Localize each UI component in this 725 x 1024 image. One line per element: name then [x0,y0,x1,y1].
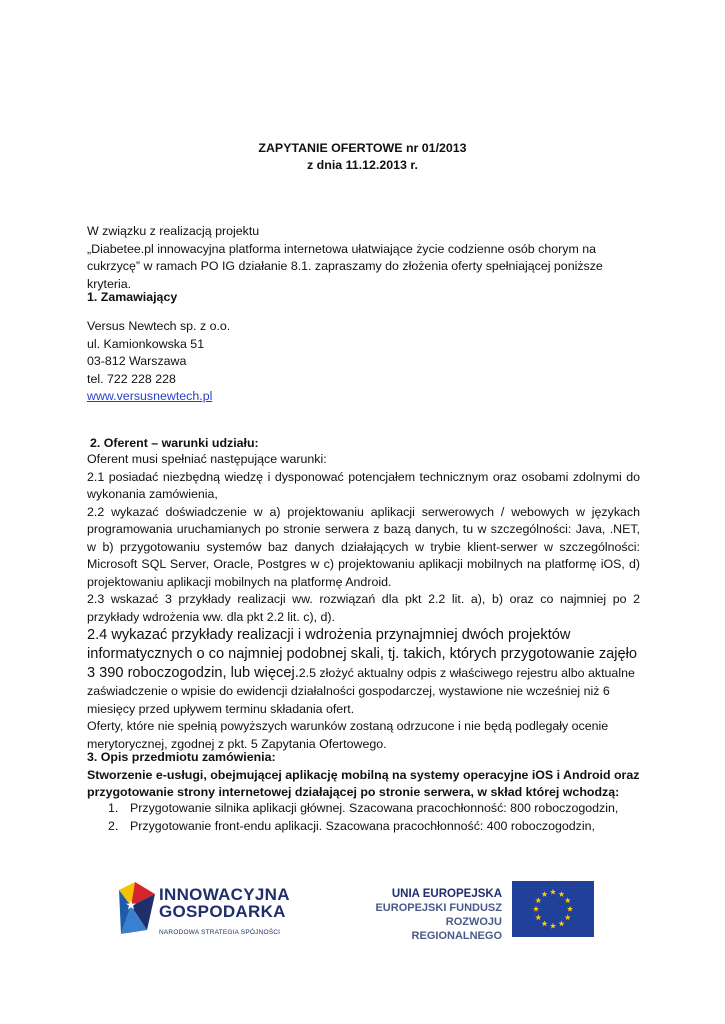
condition-2-2: 2.2 wykazać doświadczenie w a) projektowaniu aplikacji serwerowych / webowych w językach programowania uruchamianych po stronie serwera z bazą danych, tu w szczególności: Java, .NET, w b) przygotowaniu systemów baz danych działających w trybie klient-serwer w szczególności: Microsoft SQL Server, Oracle, Postgres w c) projektowaniu aplikacji mobilnych na platformę iOS, d) projektowaniu aplikacji mobilnych na platformę Android. [87,504,640,589]
condition-2-4-and-2-5 [87,626,640,718]
phone-number: tel. 722 228 228 [87,371,176,386]
section-1-heading: 1. Zamawiający [87,290,178,304]
deliverables-list [108,800,638,835]
condition-2-4: 2.4 wykazać przykłady realizacji i wdrożenia przynajmniej dwóch projektów informatycznych o co najmniej podobnej skali, tj. takich, których przygotowanie zajęło 3 390 roboczogodzin, lub więcej. [87,627,637,681]
intro-line-2: „Diabetee.pl innowacyjna platforma internetowa ułatwiające życie codzienne osób chorym na cukrzycę” w ramach PO IG działanie 8.1. zapraszamy do złożenia oferty spełniającej poniższe kryteria. [87,241,603,291]
ig-line-2: GOSPODARKA [159,902,286,921]
title-line-1: ZAPYTANIE OFERTOWE nr 01/2013 [258,141,467,155]
eu-fund-text [362,887,502,943]
section-2-heading: 2. Oferent – warunki udziału: [90,436,259,450]
ig-emblem-icon [117,880,157,938]
ig-line-1: INNOWACYJNA [159,885,290,904]
condition-2-3: 2.3 wskazać 3 przykłady realizacji ww. rozwiązań dla pkt 2.2 lit. a), b) oraz co najmniej po 2 przykłady wdrożenia ww. dla pkt 2.2 lit. c), d). [87,592,640,624]
document-title [0,140,725,174]
ig-wordmark [159,886,290,920]
section-3-heading: 3. Opis przedmiotu zamówienia: [87,750,276,764]
innowacyjna-gospodarka-logo [117,880,297,940]
intro-paragraph [87,223,640,293]
intro-line-1: W związku z realizacją projektu [87,224,260,238]
website-link[interactable]: www.versusnewtech.pl [87,389,213,403]
eu-line-2: EUROPEJSKI FUNDUSZ [375,902,502,914]
address-block [87,318,640,406]
title-line-2: z dnia 11.12.2013 r. [307,158,418,172]
list-item [108,800,638,818]
rejection-note: Oferty, które nie spełnią powyższych warunków zostaną odrzucone i nie będą podlegały ocenie merytorycznej, zgodnej z pkt. 5 Zapytania Ofertowego. [87,719,609,751]
conditions-intro: Oferent musi spełniać następujące warunki: [87,452,327,466]
list-item [108,818,638,836]
condition-2-1: 2.1 posiadać niezbędną wiedzę i dysponować potencjałem technicznym oraz osobami zdolnymi do wykonania zamówienia, [87,469,640,501]
section-3-lead: Stworzenie e-usługi, obejmującej aplikację mobilną na systemy operacyjne iOS i Android oraz przygotowanie strony internetowej działającej po stronie serwera, w skład której wchodzą: [87,767,640,799]
eu-line-1: UNIA EUROPEJSKA [391,888,502,900]
city-address: 03-812 Warszawa [87,354,187,368]
eu-line-3: ROZWOJU REGIONALNEGO [411,916,502,942]
street-address: ul. Kamionkowska 51 [87,336,205,351]
company-name: Versus Newtech sp. z o.o. [87,319,231,333]
list-item-number: 2. [108,818,119,833]
section-3 [87,749,640,802]
section-2-body [87,451,640,753]
ig-subtitle: NARODOWA STRATEGIA SPÓJNOŚCI [159,929,281,936]
condition-2-5: 2.5 złożyć aktualny odpis z właściwego rejestru albo aktualne zaświadczenie o wpisie do ewidencji działalności gospodarczej, wystawione nie wcześniej niż 6 miesięcy przed upływem terminu składania ofert. [87,666,635,716]
list-item-number: 1. [108,801,119,815]
eu-flag-icon [512,881,594,937]
list-item-text: Przygotowanie silnika aplikacji głównej. Szacowana pracochłonność: 800 roboczogodzin, [130,801,619,815]
list-item-text: Przygotowanie front-endu aplikacji. Szacowana pracochłonność: 400 roboczogodzin, [130,818,595,833]
